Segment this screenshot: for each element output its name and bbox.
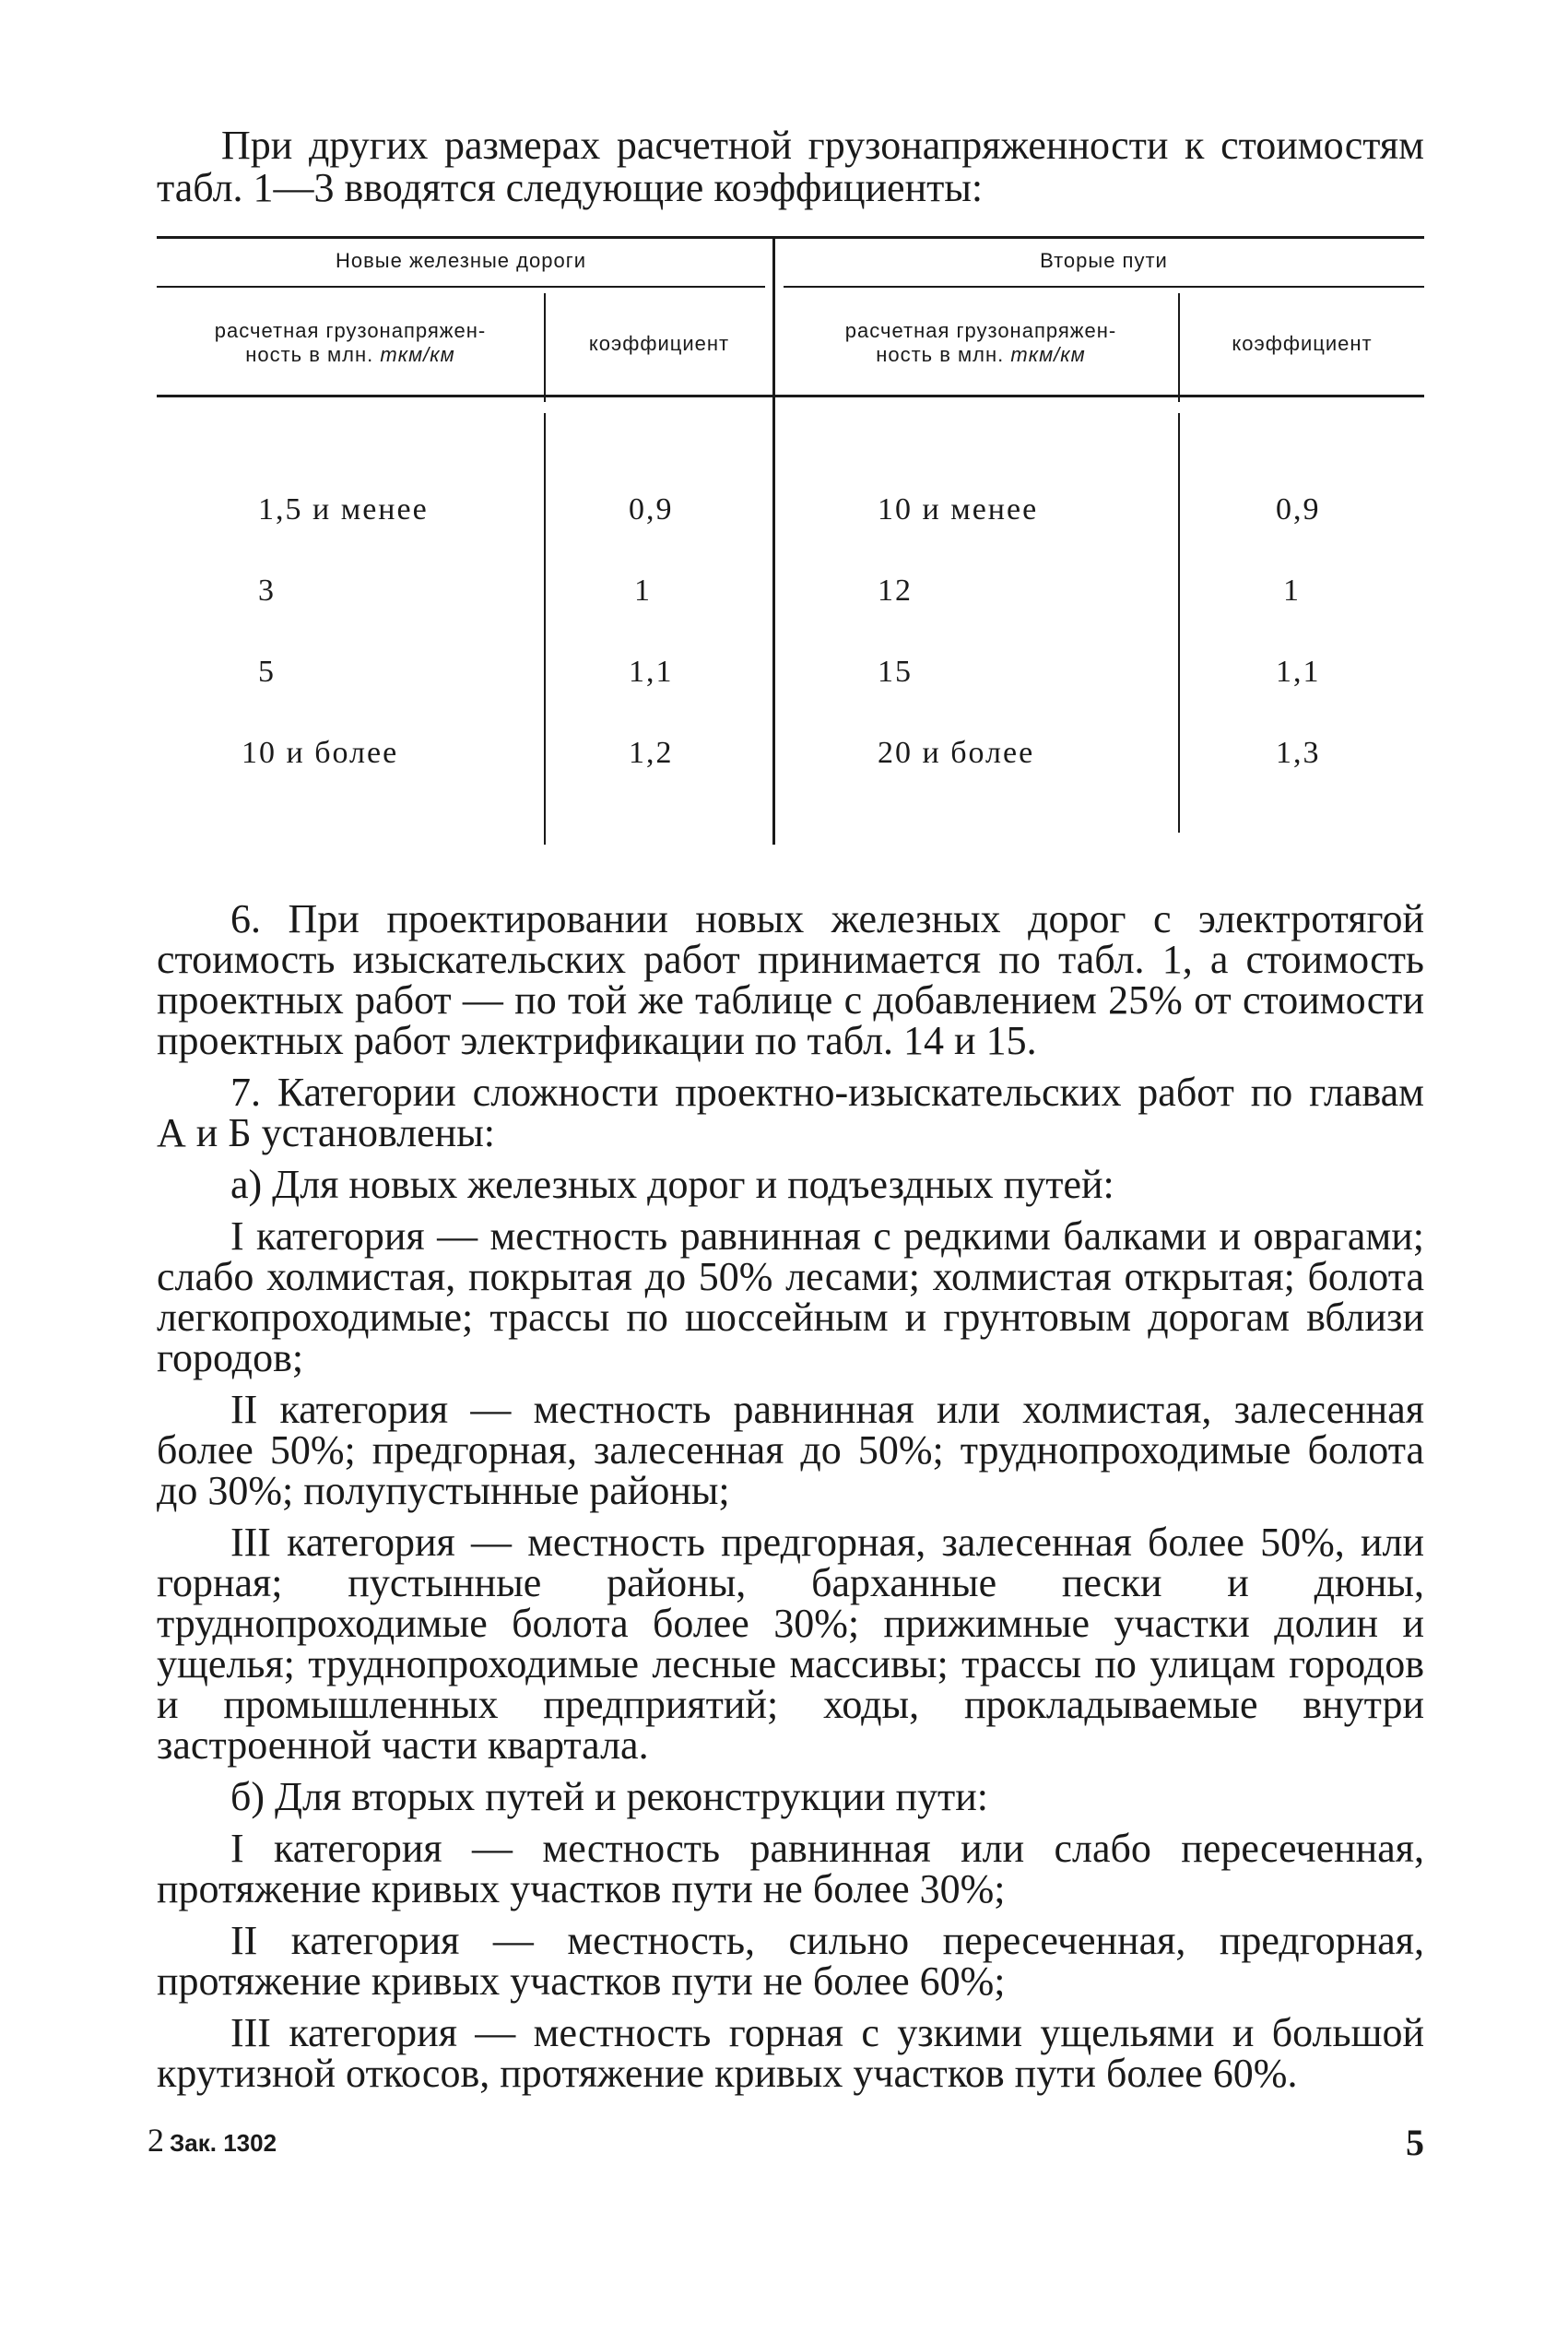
paragraph-7a-cat3: III категория — местность предгорная, залесенная более 50%, или горная; пустынные районы, барханные пески и дюны, труднопроходимые болота более 30%; прижимные участки долин и ущелья; труднопроходимые лесные массивы; трассы по улицам городов и промышленных предприятий; ходы, прокладываемые внутри застроенной части квартала. [157, 1520, 1424, 1768]
col-header-load-left-line2: ность в млн. [245, 343, 381, 366]
page-number: 5 [1406, 2122, 1424, 2163]
paragraph-7b-cat1: I категория — местность равнинная или слабо пересеченная, протяжение кривых участков пути не более 30%; [157, 1826, 1424, 1911]
header-bottom-rule [157, 395, 1424, 397]
table-cell-coef-second-1: 0,9 [1276, 492, 1321, 527]
table-cell-coef-new-1: 0,9 [629, 492, 674, 527]
signature-number: 2 [147, 2122, 164, 2159]
body-text [157, 896, 1424, 2105]
table-cell-load-second-3: 15 [878, 655, 913, 689]
paragraph-7a-cat2: II категория — местность равнинная или холмистая, залесенная более 50%; предгорная, залесенная до 50%; труднопроходимые болота до 30%; полупустынные районы; [157, 1387, 1424, 1513]
divider-left-cols-body [544, 413, 546, 845]
col-header-coef-left: коэффициент [588, 332, 730, 355]
table-top-rule [157, 236, 1424, 239]
group-underline-left [157, 286, 765, 288]
col-header-load-right [784, 319, 1178, 367]
table-cell-coef-second-4: 1,3 [1276, 736, 1321, 770]
col-header-load-left-line1: расчетная грузонапряжен- [214, 319, 487, 342]
col-header-load-right-line1: расчетная грузонапряжен- [844, 319, 1117, 342]
table-cell-load-new-3: 5 [258, 655, 276, 689]
table-cell-coef-new-4: 1,2 [629, 736, 674, 770]
group-header-new-rails: Новые железные дороги [335, 249, 587, 272]
print-signature [147, 2121, 277, 2159]
paragraph-7a-heading: а) Для новых железных дорог и подъездных путей: [230, 1162, 1114, 1207]
paragraph-7b-cat3: III категория — местность горная с узкими ущельями и большой крутизной откосов, протяжение кривых участков пути более 60%. [157, 2010, 1424, 2096]
table-cell-load-second-4: 20 и более [878, 736, 1035, 770]
divider-center [772, 236, 775, 845]
group-header-second-tracks: Вторые пути [1040, 249, 1168, 272]
paragraph-7a-cat1: I категория — местность равнинная с редкими балками и оврагами; слабо холмистая, покрытая до 50% лесами; холмистая открытая; болота легкопроходимые; трассы по шоссейным и грунтовым дорогам вблизи городов; [157, 1213, 1424, 1380]
table-cell-coef-second-3: 1,1 [1276, 655, 1321, 689]
col-header-coef-right: коэффициент [1232, 332, 1373, 355]
table-cell-load-second-1: 10 и менее [878, 492, 1039, 527]
col-header-load-left-units: ткм/км [380, 343, 455, 366]
paragraph-7: 7. Категории сложности проектно-изыскательских работ по главам А и Б установлены: [157, 1070, 1424, 1155]
divider-right-cols-body [1178, 413, 1180, 833]
coefficient-table [157, 236, 1424, 845]
col-header-load-right-units: ткм/км [1010, 343, 1086, 366]
intro-paragraph: При других размерах расчетной грузонапряженности к стоимостям табл. 1—3 вводятся следующие коэффициенты: [157, 123, 1424, 210]
order-number: Зак. 1302 [170, 2129, 277, 2157]
table-cell-coef-second-2: 1 [1283, 574, 1301, 608]
paragraph-7b-heading: б) Для вторых путей и реконструкции пути: [230, 1774, 989, 1819]
paragraph-7b-cat2: II категория — местность, сильно пересеченная, предгорная, протяжение кривых участков пути не более 60%; [157, 1918, 1424, 2004]
table-cell-coef-new-2: 1 [634, 574, 652, 608]
table-cell-load-new-2: 3 [258, 574, 276, 608]
col-header-load-right-line2: ность в млн. [876, 343, 1011, 366]
table-cell-load-new-1: 1,5 и менее [258, 492, 429, 527]
col-header-load-left [157, 319, 544, 367]
table-cell-load-new-4: 10 и более [242, 736, 399, 770]
table-cell-coef-new-3: 1,1 [629, 655, 674, 689]
group-underline-right [784, 286, 1424, 288]
table-cell-load-second-2: 12 [878, 574, 913, 608]
paragraph-6: 6. При проектировании новых железных дорог с электротягой стоимость изыскательских работ принимается по табл. 1, а стоимость проектных работ — по той же таблице с добавлением 25% от стоимости проектных работ электрификации по табл. 14 и 15. [157, 896, 1424, 1063]
